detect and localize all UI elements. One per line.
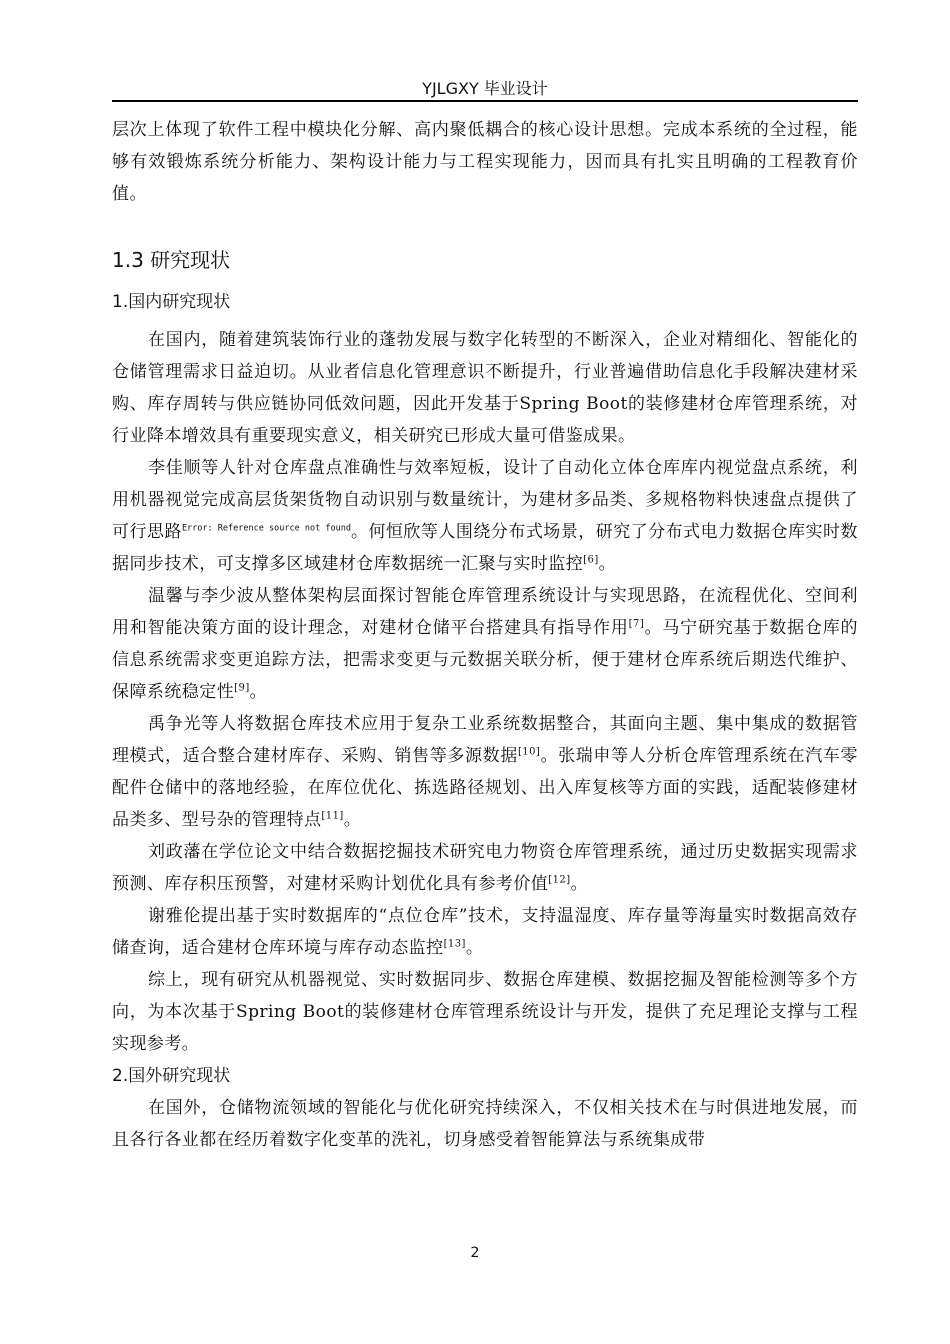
paragraph-text: 。马宁研究基于数据仓库的信息系统需求变更追踪方法，把需求变更与元数据关联分析，便于建材仓库系统后期迭代维护、保障系统稳定性	[112, 618, 858, 702]
domestic-paragraph-4	[112, 708, 858, 836]
paragraph-text: 。	[249, 682, 268, 702]
section-heading: 1.3 研究现状	[112, 248, 231, 272]
paragraph-text: 。	[598, 554, 617, 574]
domestic-paragraph-3	[112, 580, 858, 708]
domestic-paragraph-2	[112, 452, 858, 580]
foreign-heading: 2.国外研究现状	[112, 1066, 231, 1086]
intro-paragraph: 层次上体现了软件工程中模块化分解、高内聚低耦合的核心设计思想。完成本系统的全过程，能够有效锻炼系统分析能力、架构设计能力与工程实现能力，因而具有扎实且明确的工程教育价值。	[112, 120, 858, 204]
domestic-paragraph-7: 综上，现有研究从机器视觉、实时数据同步、数据仓库建模、数据挖掘及智能检测等多个方向，为本次基于Spring Boot的装修建材仓库管理系统设计与开发，提供了充足理论支撑与工程实现参考。	[112, 970, 858, 1054]
citation-ref: [6]	[583, 554, 599, 566]
paragraph-text: 。	[570, 874, 589, 894]
paragraph-text: 。何恒欣等人围绕分布式场景，研究了分布式电力数据仓库实时数据同步技术，可支撑多区域建材仓库数据统一汇聚与实时监控	[112, 522, 858, 574]
citation-ref: [12]	[548, 874, 571, 886]
domestic-heading: 1.国内研究现状	[112, 292, 231, 312]
header-divider	[112, 100, 858, 102]
domestic-paragraph-1: 在国内，随着建筑装饰行业的蓬勃发展与数字化转型的不断深入，企业对精细化、智能化的仓储管理需求日益迫切。从业者信息化管理意识不断提升，行业普遍借助信息化手段解决建材采购、库存周转与供应链协同低效问题，因此开发基于Spring Boot的装修建材仓库管理系统，对行业降本增效具有重要现实意义，相关研究已形成大量可借鉴成果。	[112, 330, 858, 446]
domestic-paragraph-5	[112, 836, 858, 900]
paragraph-text: 。张瑞申等人分析仓库管理系统在汽车零配件仓储中的落地经验，在库位优化、拣选路径规划、出入库复核等方面的实践，适配装修建材品类多、型号杂的管理特点	[112, 746, 858, 830]
citation-ref: [13]	[443, 938, 466, 950]
paragraph-text: 。	[343, 810, 362, 830]
paragraph-text: 温馨与李少波从整体架构层面探讨智能仓库管理系统设计与实现思路，在流程优化、空间利用和智能决策方面的设计理念，对建材仓储平台搭建具有指导作用	[112, 586, 858, 638]
domestic-paragraph-6	[112, 900, 858, 964]
citation-ref: [9]	[234, 682, 250, 694]
paragraph-text: 李佳顺等人针对仓库盘点准确性与效率短板，设计了自动化立体仓库库内视觉盘点系统，利用机器视觉完成高层货架货物自动识别与数量统计，为建材多品类、多规格物料快速盘点提供了可行思路	[112, 458, 858, 542]
reference-error-note: Error: Reference source not found	[181, 523, 351, 534]
citation-ref: [7]	[628, 618, 645, 630]
paragraph-text: 刘政藩在学位论文中结合数据挖掘技术研究电力物资仓库管理系统，通过历史数据实现需求预测、库存积压预警，对建材采购计划优化具有参考价值	[112, 842, 858, 894]
paragraph-text: 禹争光等人将数据仓库技术应用于复杂工业系统数据整合，其面向主题、集中集成的数据管理模式，适合整合建材库存、采购、销售等多源数据	[112, 714, 858, 766]
citation-ref: [10]	[517, 746, 541, 758]
paragraph-text: 谢雅伦提出基于实时数据库的“点位仓库”技术，支持温湿度、库存量等海量实时数据高效存储查询，适合建材仓库环境与库存动态监控	[112, 906, 858, 958]
page-number: 2	[470, 1245, 480, 1261]
foreign-paragraph-1: 在国外，仓储物流领域的智能化与优化研究持续深入，不仅相关技术在与时俱进地发展，而且各行各业都在经历着数字化变革的洗礼，切身感受着智能算法与系统集成带	[112, 1098, 858, 1150]
page-header-title: YJLGXY 毕业设计	[422, 79, 548, 98]
document-body	[112, 114, 858, 1156]
citation-ref: [11]	[321, 810, 344, 822]
paragraph-text: 。	[465, 938, 484, 958]
